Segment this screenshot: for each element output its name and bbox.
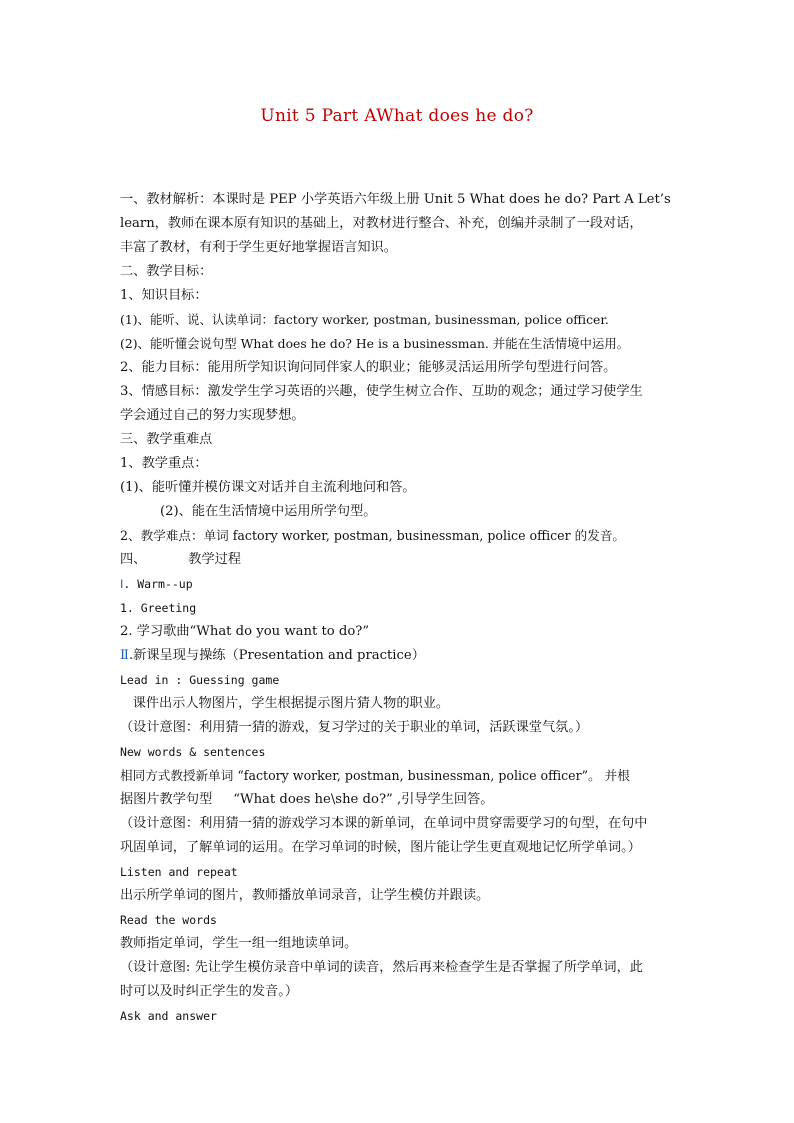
text-line: 据图片教学句型 “What does he\she do?” ,引导学生回答。 xyxy=(120,792,494,807)
section-heading: 二、教学目标： xyxy=(120,264,213,279)
text-line: 2. 学习歌曲“What do you want to do?” xyxy=(120,624,370,639)
text-line: Ⅰ. Warm--up xyxy=(120,577,193,591)
text-line: Listen and repeat xyxy=(120,865,238,879)
roman-numeral-marker: Ⅱ xyxy=(120,648,129,663)
text-line: 巩固单词，了解单词的运用。在学习单词的时候，图片能让学生更直观地记忆所学单词。） xyxy=(120,840,641,855)
text-line: 学会通过自己的努力实现梦想。 xyxy=(120,408,305,423)
text-line: 教师指定单词，学生一组一组地读单词。 xyxy=(120,936,358,951)
text-line: Ⅱ.新课呈现与操练（Presentation and practice） xyxy=(120,648,425,663)
text-line: New words & sentences xyxy=(120,745,266,759)
text-line: （设计意图：利用猜一猜的游戏学习本课的新单词，在单词中贯穿需要学习的句型，在句中 xyxy=(120,816,648,831)
section-heading: 三、教学重难点 xyxy=(120,432,213,447)
text-line: 2、能力目标：能用所学知识询问同伴家人的职业；能够灵活运用所学句型进行问答。 xyxy=(120,360,617,375)
text-line: (1)、能听懂并模仿课文对话并自主流利地问和答。 xyxy=(120,480,416,495)
text-line: 丰富了教材，有利于学生更好地掌握语言知识。 xyxy=(120,240,397,255)
text-line: 一、教材解析：本课时是 PEP 小学英语六年级上册 Unit 5 What does he do? Part A Let’s xyxy=(120,192,671,207)
text-line: Lead in : Guessing game xyxy=(120,673,280,687)
text-line: Read the words xyxy=(120,913,217,927)
text-line: （设计意图: 先让学生模仿录音中单词的读音，然后再来检查学生是否掌握了所学单词，此 xyxy=(120,960,643,975)
text-line: (1)、能听、说、认读单词：factory worker, postman, businessman, police officer. xyxy=(120,312,609,327)
text-line: 出示所学单词的图片，教师播放单词录音，让学生模仿并跟读。 xyxy=(120,888,490,903)
text-line: 1. Greeting xyxy=(120,601,197,615)
text-line: 相同方式教授新单词 “factory worker, postman, businessman, police officer”。 并根 xyxy=(120,768,630,783)
text-line: learn，教师在课本原有知识的基础上，对教材进行整合、补充，创编并录制了一段对话， xyxy=(120,216,643,231)
text-line: 2、教学难点：单词 factory worker, postman, businessman, police officer 的发音。 xyxy=(120,528,626,543)
text-line: (2)、能在生活情境中运用所学句型。 xyxy=(160,504,377,519)
text-line: (2)、能听懂会说句型 What does he do? He is a businessman. 并能在生活情境中运用。 xyxy=(120,336,630,351)
text-line: Ask and answer xyxy=(120,1009,217,1023)
text-line: 1、教学重点： xyxy=(120,456,208,471)
section-heading: 四、 教学过程 xyxy=(120,552,242,567)
text-line: 1、知识目标： xyxy=(120,288,208,303)
roman-numeral-marker: Ⅰ xyxy=(120,577,124,591)
text-line: 时可以及时纠正学生的发音。） xyxy=(120,984,299,999)
text-line: 课件出示人物图片，学生根据提示图片猜人物的职业。 xyxy=(120,696,450,711)
page-title: Unit 5 Part AWhat does he do? xyxy=(260,106,534,126)
text-line: 3、情感目标：激发学生学习英语的兴趣，使学生树立合作、互助的观念；通过学习使学生 xyxy=(120,384,643,399)
text-line: （设计意图：利用猜一猜的游戏，复习学过的关于职业的单词，活跃课堂气氛。） xyxy=(120,720,589,735)
